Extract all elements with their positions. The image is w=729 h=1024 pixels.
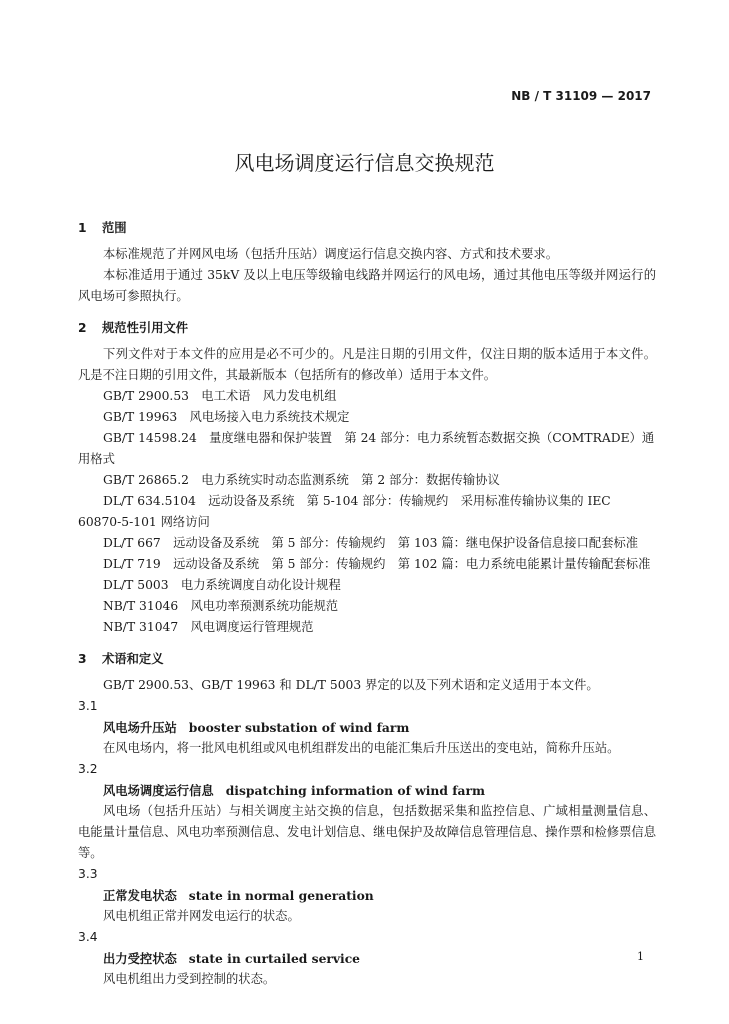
section-number: 2 [78, 321, 87, 335]
reference-title: 远动设备及系统 第 5-104 部分：传输规约 采用标准传输协议集的 IEC 60870-5-101 网络访问 [78, 494, 611, 529]
reference-title: 电力系统实时动态监测系统 第 2 部分：数据传输协议 [201, 473, 500, 487]
reference-title: 风电调度运行管理规范 [190, 620, 314, 634]
section-title: 规范性引用文件 [102, 321, 189, 335]
reference-title: 远动设备及系统 第 5 部分：传输规约 第 103 篇：继电保护设备信息接口配套标准 [173, 536, 639, 550]
reference-code: DL/T 5003 [103, 578, 169, 592]
standard-code: NB / T 31109 — 2017 [511, 89, 651, 103]
document-title: 风电场调度运行信息交换规范 [234, 151, 495, 175]
document-body [78, 219, 656, 990]
term-number: 3.2 [78, 762, 98, 776]
term-name-cn: 风电场升压站 [103, 720, 177, 735]
section-number: 1 [78, 221, 87, 235]
reference-item [78, 575, 656, 596]
term-number: 3.3 [78, 867, 98, 881]
term-definition: 风电机组正常并网发电运行的状态。 [103, 909, 300, 923]
term-name [78, 885, 656, 906]
reference-code: GB/T 19963 [103, 410, 178, 424]
references-intro: 下列文件对于本文件的应用是必不可少的。凡是注日期的引用文件，仅注日期的版本适用于本文件。凡是不注日期的引用文件，其最新版本（包括所有的修改单）适用于本文件。 [78, 347, 656, 382]
term-definition: 风电机组出力受到控制的状态。 [103, 972, 276, 986]
reference-code: DL/T 667 [103, 536, 161, 550]
reference-item [78, 533, 656, 554]
term-name-en: state in normal generation [188, 888, 374, 903]
page-number: 1 [637, 950, 644, 963]
term-name-cn: 出力受控状态 [103, 951, 177, 966]
section-3-heading [78, 650, 656, 669]
reference-code: NB/T 31047 [103, 620, 179, 634]
reference-title: 风电功率预测系统功能规范 [190, 599, 339, 613]
term-name-en: state in curtailed service [188, 951, 360, 966]
term-name-cn: 正常发电状态 [103, 888, 177, 903]
reference-title: 电工术语 风力发电机组 [201, 389, 337, 403]
term-name [78, 948, 656, 969]
reference-code: DL/T 634.5104 [103, 494, 196, 508]
reference-item [78, 596, 656, 617]
reference-item [78, 470, 656, 491]
reference-title: 量度继电器和保护装置 第 24 部分：电力系统暂态数据交换（COMTRADE）通用格式 [78, 431, 655, 466]
reference-item [78, 386, 656, 407]
reference-code: GB/T 2900.53 [103, 389, 189, 403]
reference-code: GB/T 26865.2 [103, 473, 189, 487]
reference-title: 电力系统调度自动化设计规程 [180, 578, 341, 592]
reference-item [78, 428, 656, 470]
term-name-en: booster substation of wind farm [188, 720, 410, 735]
reference-item [78, 617, 656, 638]
reference-title: 远动设备及系统 第 5 部分：传输规约 第 102 篇：电力系统电能累计量传输配套标准 [173, 557, 651, 571]
reference-code: DL/T 719 [103, 557, 161, 571]
section-title: 范围 [102, 221, 127, 235]
scope-paragraph: 本标准规范了并网风电场（包括升压站）调度运行信息交换内容、方式和技术要求。 [103, 247, 558, 261]
term-name-en: dispatching information of wind farm [225, 783, 485, 798]
term-name-cn: 风电场调度运行信息 [103, 783, 214, 798]
reference-item [78, 491, 656, 533]
term-definition: 风电场（包括升压站）与相关调度主站交换的信息，包括数据采集和监控信息、广域相量测量信息、电能量计量信息、风电功率预测信息、发电计划信息、继电保护及故障信息管理信息、操作票和检修票信息等。 [78, 804, 656, 860]
term-name [78, 717, 656, 738]
reference-item [78, 407, 656, 428]
term-number: 3.1 [78, 699, 98, 713]
section-1-heading [78, 219, 656, 238]
reference-code: NB/T 31046 [103, 599, 179, 613]
reference-code: GB/T 14598.24 [103, 431, 197, 445]
reference-title: 风电场接入电力系统技术规定 [189, 410, 350, 424]
reference-item [78, 554, 656, 575]
section-number: 3 [78, 652, 87, 666]
term-number: 3.4 [78, 930, 98, 944]
section-2-heading [78, 319, 656, 338]
term-definition: 在风电场内，将一批风电机组或风电机组群发出的电能汇集后升压送出的变电站，简称升压站。 [103, 741, 620, 755]
terms-intro: GB/T 2900.53、GB/T 19963 和 DL/T 5003 界定的以及下列术语和定义适用于本文件。 [103, 678, 599, 692]
section-title: 术语和定义 [102, 652, 164, 666]
scope-paragraph: 本标准适用于通过 35kV 及以上电压等级输电线路并网运行的风电场，通过其他电压等级并网运行的风电场可参照执行。 [78, 268, 656, 303]
term-name [78, 780, 656, 801]
